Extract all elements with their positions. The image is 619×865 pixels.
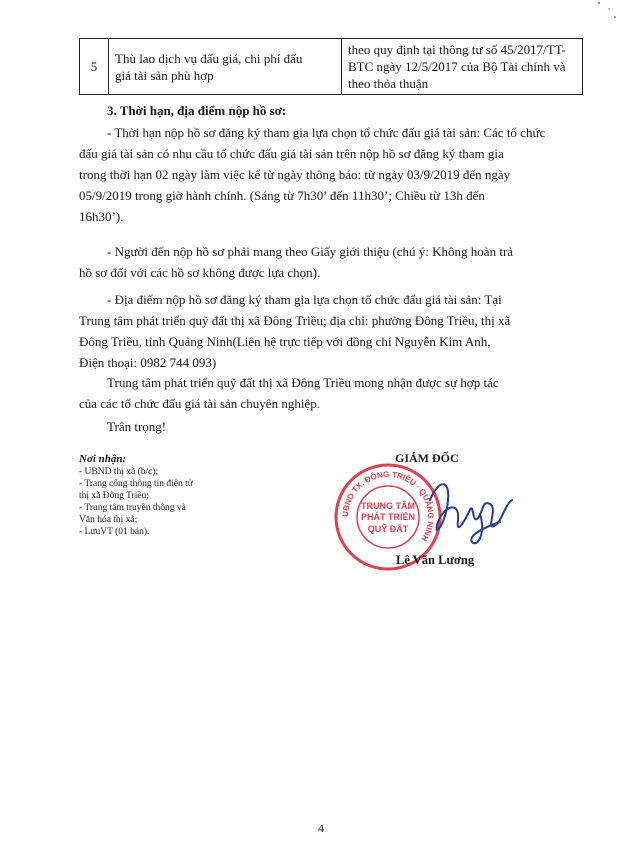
section-heading: 3. Thời hạn, địa điểm nộp hồ sơ: — [107, 103, 287, 118]
paragraph-line: Điện thoại: 0982 744 093) — [79, 355, 217, 370]
recipient-item: - LưuVT (01 bản). — [79, 527, 150, 537]
paragraph-line: đấu giá tài sản có nhu cầu tổ chức đấu giá tài sản trên nộp hồ sơ đăng ký tham gia — [79, 146, 504, 161]
paragraph-line: của các tổ chức đấu giá tài sản chuyên nghiệp. — [79, 396, 320, 411]
seal-line: PHÁT TRIỂN — [361, 512, 415, 522]
row-number: 5 — [80, 39, 109, 95]
fee-table — [79, 38, 583, 95]
handwritten-signature-icon — [420, 470, 520, 550]
recipients-list — [79, 452, 259, 538]
regards-text: Trân trọng! — [107, 419, 167, 434]
recipients-title: Nơi nhận: — [79, 453, 127, 465]
row-basis-line: theo quy định tại thông tư số 45/2017/TT- — [348, 42, 566, 57]
scan-speck-mark — [595, 0, 619, 20]
row-item-line: giá tài sản phù hợp — [115, 67, 214, 83]
recipient-item: - Trung tâm truyền thông và — [79, 503, 186, 513]
seal-line: TRUNG TÂM — [361, 501, 415, 511]
recipient-item: - UBND thị xã (b/c); — [79, 467, 159, 477]
seal-ring-text: UBND TX. ĐÔNG TRIỀU · QUẢNG NINH — [340, 469, 436, 543]
page-number: 4 — [318, 821, 324, 835]
paragraph-location — [79, 289, 557, 373]
paragraph-line: - Địa điểm nộp hồ sơ đăng ký tham gia lựa chọn tổ chức đấu giá tài sản: Tại — [107, 292, 502, 307]
paragraph-line: hồ sơ đối với các hồ sơ không được lựa chọn). — [79, 265, 321, 280]
row-basis-line: BTC ngày 12/5/2017 của Bộ Tài chính và — [348, 59, 566, 74]
paragraph-line: 05/9/2019 trong giờ hành chính. (Sáng từ 7h30’ đến 11h30’; Chiều từ 13h đến — [79, 188, 485, 203]
paragraph-line: 16h30’). — [79, 209, 124, 224]
table-row — [80, 39, 583, 95]
paragraph-line: Trung tâm phát triển quỹ đất thị xã Đông Triều; địa chỉ: phường Đông Triều, thị xã — [79, 313, 511, 328]
paragraph-closing — [79, 372, 557, 414]
paragraph-requirement — [79, 241, 557, 283]
recipient-item: - Trang cổng thông tin điện tử — [79, 479, 193, 489]
seal-line: QUỸ ĐẤT — [367, 524, 409, 534]
paragraph-line: Trung tâm phát triển quỹ đất thị xã Đông Triều mong nhận được sự hợp tác — [107, 375, 499, 390]
paragraph-line: Đông Triều, tỉnh Quảng Ninh(Liên hệ trực tiếp với đồng chí Nguyễn Kim Anh, — [79, 334, 491, 349]
row-basis — [342, 39, 583, 95]
recipient-item: Văn hóa thị xã; — [79, 515, 138, 525]
paragraph-line: - Người đến nộp hồ sơ phải mang theo Giấy giới thiệu (chú ý: Không hoàn trả — [107, 244, 514, 259]
signer-name: Lê Văn Lương — [396, 553, 475, 567]
paragraph-line: - Thời hạn nộp hồ sơ đăng ký tham gia lựa chọn tổ chức đấu giá tài sản: Các tổ chức — [107, 125, 546, 140]
paragraph-line: trong thời hạn 02 ngày làm việc kể từ ngày thông báo: từ ngày 03/9/2019 đến ngày — [79, 167, 511, 182]
paragraph-deadline — [79, 122, 557, 227]
recipient-item: thị xã Đông Triều; — [79, 491, 149, 501]
row-item-line: Thù lao dịch vụ đấu giá, chi phí đấu — [115, 50, 303, 66]
director-title: GIÁM ĐỐC — [395, 451, 459, 465]
row-basis-line: theo thỏa thuận — [348, 76, 429, 91]
row-item — [109, 39, 342, 95]
